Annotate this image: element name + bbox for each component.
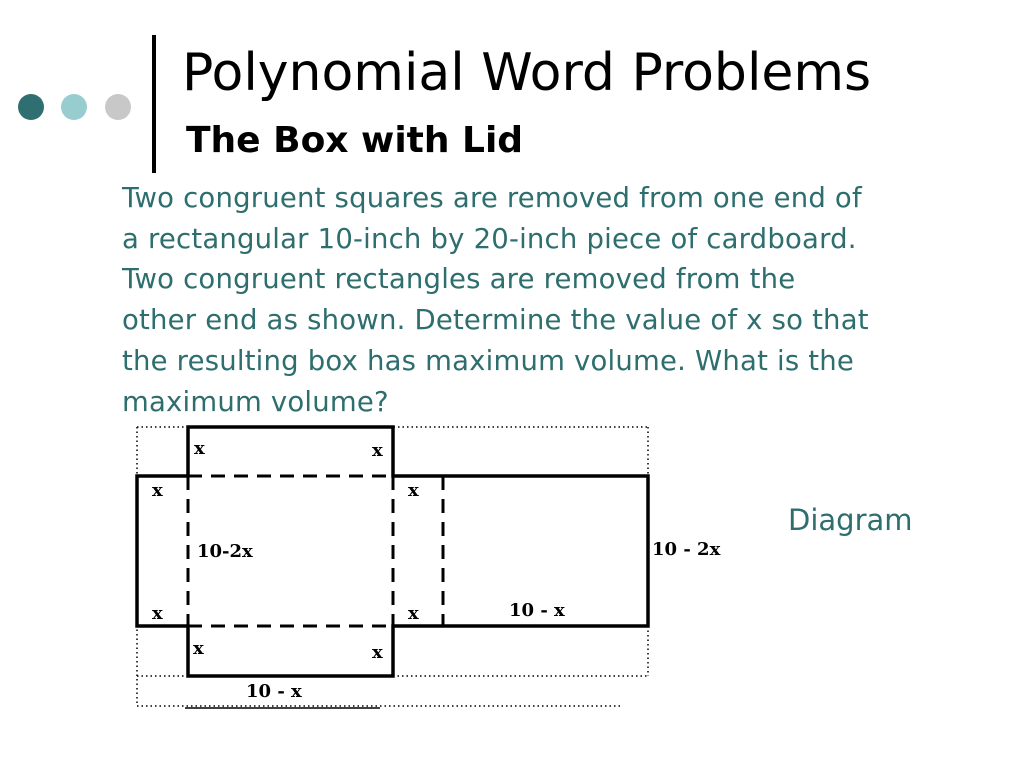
slide-title: Polynomial Word Problems <box>182 43 872 103</box>
problem-line: Two congruent rectangles are removed from the <box>122 263 796 296</box>
problem-line: maximum volume? <box>122 385 389 418</box>
label-x: x <box>372 440 383 461</box>
problem-line: Two congruent squares are removed from one end of <box>122 182 862 214</box>
problem-line: the resulting box has maximum volume. What is the <box>122 344 855 377</box>
label-10-x-bottom: 10 - x <box>246 681 302 702</box>
problem-line: a rectangular 10-inch by 20-inch piece of cardboard. <box>122 222 857 255</box>
label-x: x <box>372 642 383 663</box>
problem-line: other end as shown. Determine the value of x so that <box>122 304 869 337</box>
label-x: x <box>193 638 204 659</box>
label-x: x <box>152 480 163 501</box>
label-x: x <box>152 603 163 624</box>
diagram-caption: Diagram <box>788 503 913 537</box>
slide-subtitle: The Box with Lid <box>186 120 524 161</box>
label-10-2x-left: 10-2x <box>197 541 253 562</box>
label-10-x-right: 10 - x <box>509 600 565 621</box>
label-x: x <box>194 438 205 459</box>
label-x: x <box>408 480 419 501</box>
label-x: x <box>408 603 419 624</box>
label-10-2x-right: 10 - 2x <box>652 539 721 560</box>
